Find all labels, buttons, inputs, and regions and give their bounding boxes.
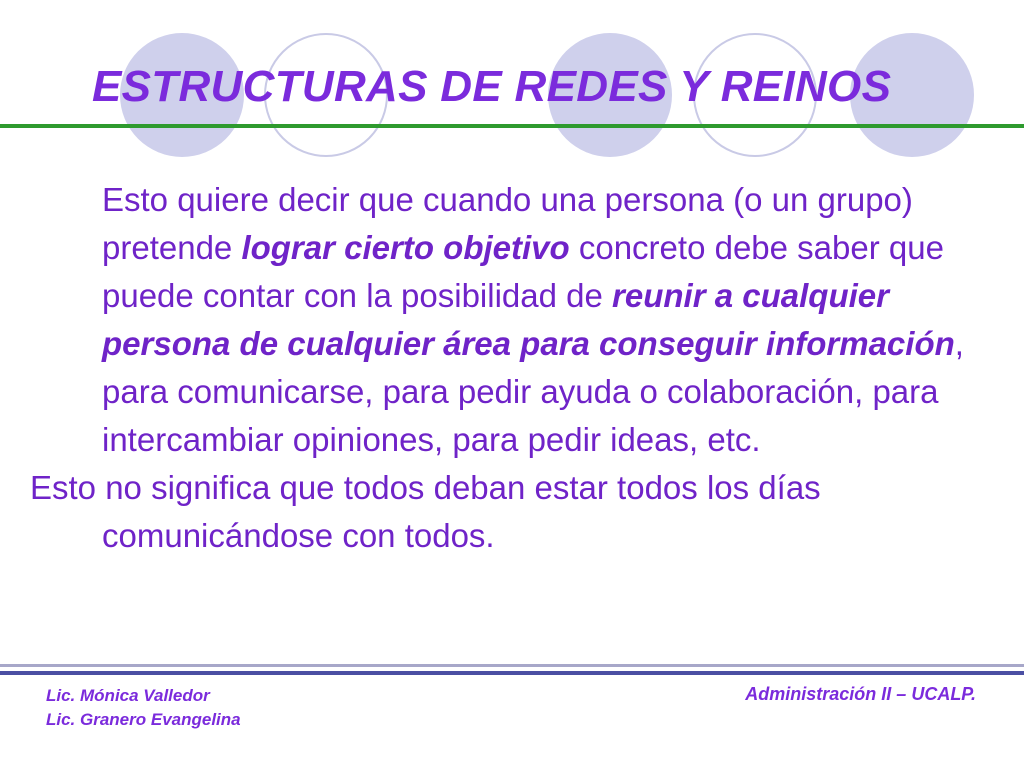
footer-course: Administración II – UCALP. — [745, 684, 976, 704]
footer-author-2: Lic. Granero Evangelina — [46, 710, 241, 729]
paragraph-1-text-b: concreto debe saber que puede contar con la posibilidad de — [102, 229, 944, 314]
paragraph-1-emphasis-a: lograr cierto objetivo — [241, 229, 570, 266]
footer-line-dark — [0, 671, 1024, 675]
paragraph-1-text-c: , para comunicarse, para pedir ayuda o colaboración, para intercambiar opiniones, para pedir ideas, etc. — [102, 325, 964, 458]
title-underline — [0, 124, 1024, 128]
slide-title: ESTRUCTURAS DE REDES Y REINOS — [92, 62, 892, 111]
paragraph-1 — [30, 176, 990, 464]
footer-line-light — [0, 664, 1024, 667]
footer-author-1: Lic. Mónica Valledor — [46, 686, 210, 705]
slide-body — [30, 176, 990, 560]
footer-authors — [46, 684, 241, 732]
paragraph-2: Esto no significa que todos deban estar todos los días comunicándose con todos. — [30, 469, 821, 554]
paragraph-1-text-a: Esto quiere decir que cuando una persona (o un grupo) pretende — [102, 181, 913, 266]
paragraph-1-emphasis-b: reunir a cualquier persona de cualquier área para conseguir información — [102, 277, 955, 362]
